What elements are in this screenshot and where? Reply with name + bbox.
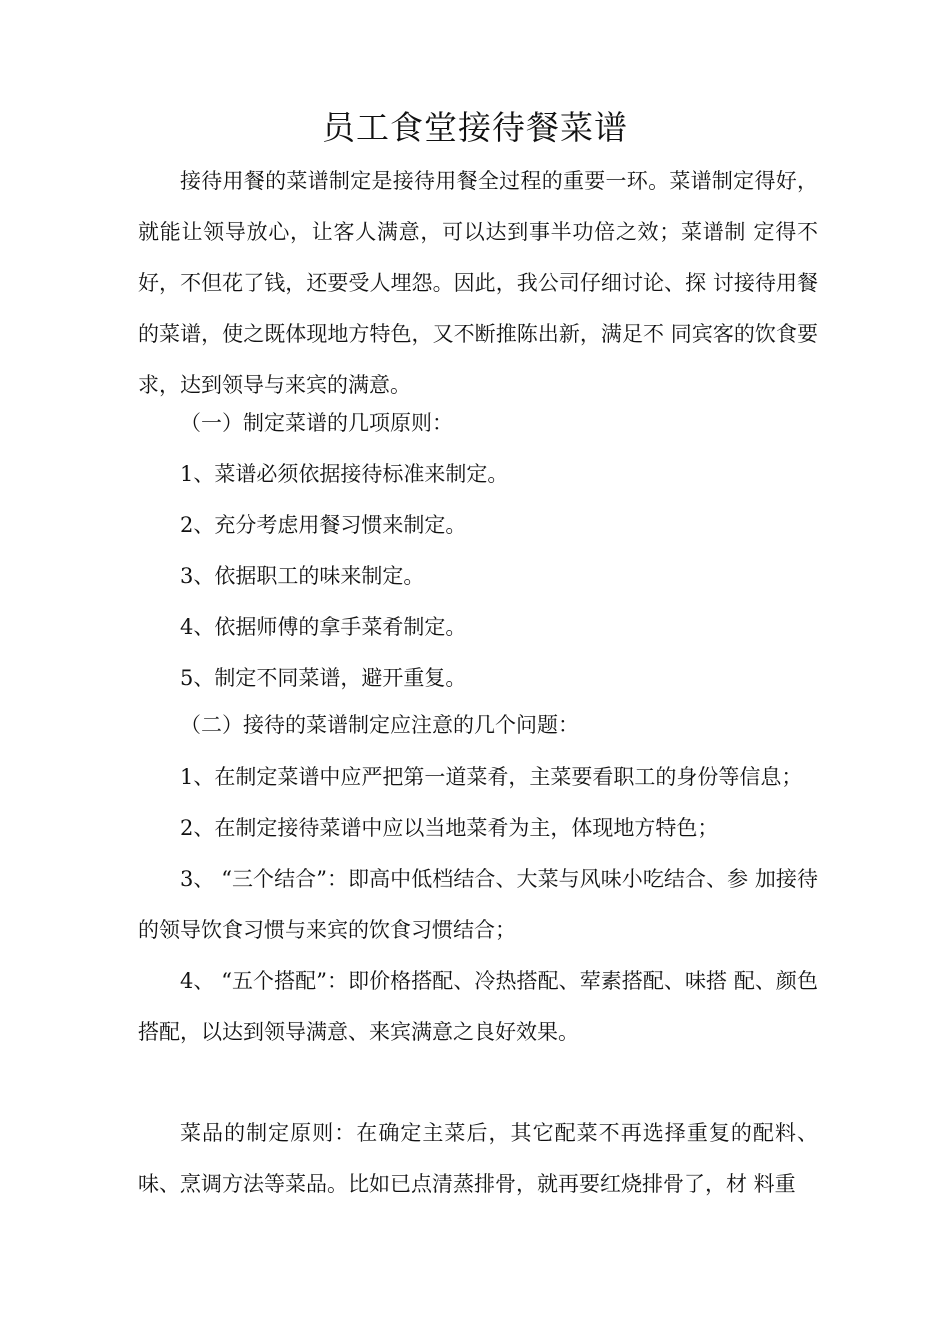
- document-title: 员工食堂接待餐菜谱: [322, 108, 628, 147]
- section-1-heading: （一）制定菜谱的几项原则：: [180, 411, 453, 435]
- section-2: [138, 700, 818, 751]
- section-2-item: 4、 “五个搭配”：即价格搭配、冷热搭配、荤素搭配、味搭 配、颜色搭配，以达到领导满意、来宾满意之良好效果。: [138, 969, 818, 1044]
- section-2-item: 1、在制定菜谱中应严把第一道菜肴，主菜要看职工的身份等信息；: [180, 765, 803, 789]
- intro-paragraph: 接待用餐的菜谱制定是接待用餐全过程的重要一环。菜谱制定得好，就能让领导放心，让客人满意，可以达到事半功倍之效；菜谱制 定得不好，不但花了钱，还要受人埋怨。因此，我公司仔细讨论、探 讨接待用餐的菜谱，使之既体现地方特色，又不断推陈出新，满足不 同宾客的饮食要求，达到领导与来宾的满意。: [138, 169, 818, 397]
- section-1-item: 5、制定不同菜谱，避开重复。: [180, 666, 467, 690]
- section-2-item: 3、 “三个结合”：即高中低档结合、大菜与风味小吃结合、参 加接待的领导饮食习惯与来宾的饮食习惯结合；: [138, 867, 818, 942]
- section-1-item: 4、依据师傅的拿手菜肴制定。: [180, 615, 467, 639]
- intro-block: [138, 156, 818, 411]
- section-2-heading: （二）接待的菜谱制定应注意的几个问题：: [180, 713, 579, 737]
- section-1: [138, 398, 818, 704]
- section-1-item: 1、菜谱必须依据接待标准来制定。: [180, 462, 509, 486]
- section-1-item: 3、依据职工的味来制定。: [180, 564, 425, 588]
- section-1-item: 2、充分考虑用餐习惯来制定。: [180, 513, 467, 537]
- section-2-item: 2、在制定接待菜谱中应以当地菜肴为主，体现地方特色；: [180, 816, 719, 840]
- closing-paragraph: 菜品的制定原则：在确定主菜后，其它配菜不再选择重复的配料、味、烹调方法等菜品。比如已点清蒸排骨，就再要红烧排骨了，材 料重: [138, 1121, 818, 1196]
- closing-block: [138, 1108, 818, 1210]
- section-2-items: [138, 752, 818, 1058]
